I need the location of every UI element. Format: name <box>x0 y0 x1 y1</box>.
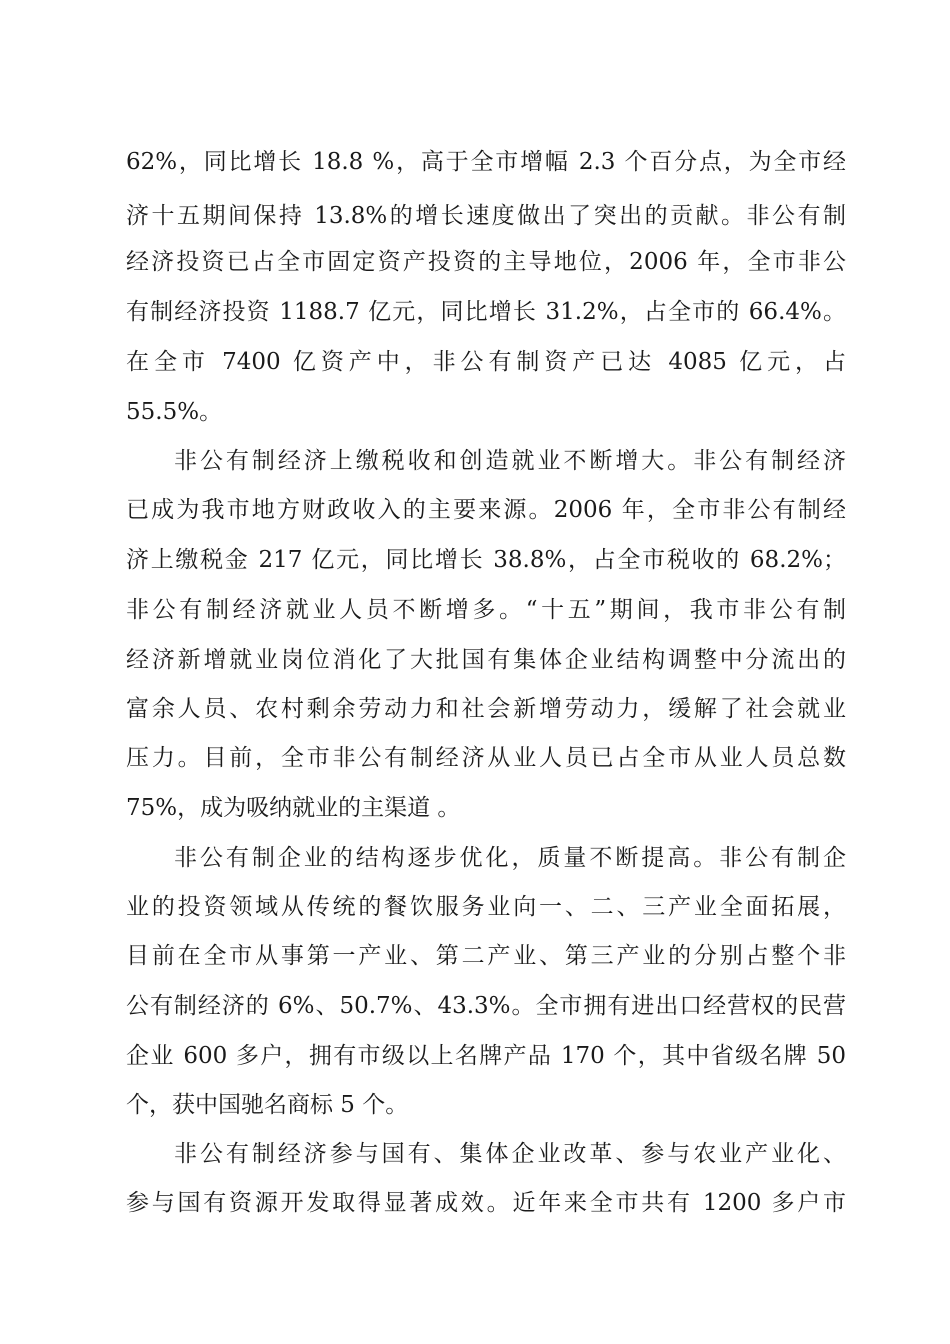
text-line: 在全市 7400 亿资产中，非公有制资产已达 4085 亿元，占 <box>126 349 846 375</box>
text-line: 济上缴税金 217 亿元，同比增长 38.8%，占全市税收的 68.2%； <box>126 547 846 573</box>
text-line: 压力。目前，全市非公有制经济从业人员已占全市从业人员总数 <box>126 745 846 771</box>
text-line: 富余人员、农村剩余劳动力和社会新增劳动力，缓解了社会就业 <box>126 696 846 722</box>
text-line: 济十五期间保持 13.8%的增长速度做出了突出的贡献。非公有制 <box>126 203 846 229</box>
text-line: 非公有制经济就业人员不断增多。“十五”期间，我市非公有制 <box>126 597 846 623</box>
text-line: 公有制经济的 6%、50.7%、43.3%。全市拥有进出口经营权的民营 <box>126 993 846 1019</box>
text-line: 已成为我市地方财政收入的主要来源。2006 年，全市非公有制经 <box>126 497 846 523</box>
text-line: 业的投资领域从传统的餐饮服务业向一、二、三产业全面拓展， <box>126 894 846 920</box>
text-line: 参与国有资源开发取得显著成效。近年来全市共有 1200 多户市 <box>126 1190 846 1216</box>
text-line: 企业 600 多户，拥有市级以上名牌产品 170 个，其中省级名牌 50 <box>126 1043 846 1069</box>
text-line: 个，获中国驰名商标 5 个。 <box>126 1092 409 1118</box>
text-line: 经济投资已占全市固定资产投资的主导地位，2006 年，全市非公 <box>126 249 846 275</box>
text-line: 62%，同比增长 18.8 %，高于全市增幅 2.3 个百分点，为全市经 <box>126 149 846 175</box>
text-line: 非公有制经济上缴税收和创造就业不断增大。非公有制经济 <box>174 448 846 474</box>
text-line: 目前在全市从事第一产业、第二产业、第三产业的分别占整个非 <box>126 943 846 969</box>
text-line: 非公有制企业的结构逐步优化，质量不断提高。非公有制企 <box>174 845 846 871</box>
text-line: 经济新增就业岗位消化了大批国有集体企业结构调整中分流出的 <box>126 647 846 673</box>
text-line: 有制经济投资 1188.7 亿元，同比增长 31.2%，占全市的 66.4%。 <box>126 299 846 325</box>
text-line: 55.5%。 <box>126 399 223 425</box>
text-line: 75%，成为吸纳就业的主渠道 。 <box>126 795 461 821</box>
text-line: 非公有制经济参与国有、集体企业改革、参与农业产业化、 <box>174 1141 846 1167</box>
